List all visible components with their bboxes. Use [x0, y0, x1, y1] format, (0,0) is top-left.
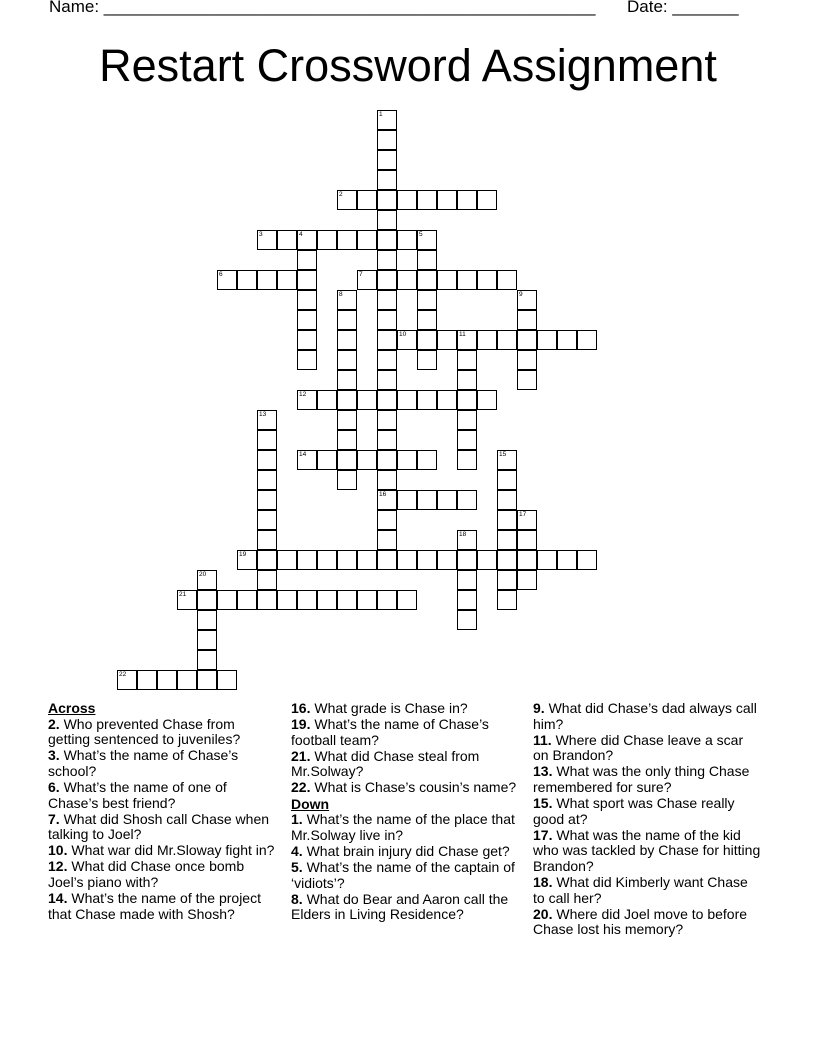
clue-number: 4	[299, 231, 303, 238]
grid-cell[interactable]	[517, 550, 537, 570]
grid-cell[interactable]	[517, 510, 537, 530]
grid-cell[interactable]	[357, 550, 377, 570]
grid-cell[interactable]	[517, 290, 537, 310]
grid-cell[interactable]	[417, 310, 437, 330]
grid-cell[interactable]	[317, 590, 337, 610]
grid-cell[interactable]	[297, 350, 317, 370]
grid-cell[interactable]	[337, 230, 357, 250]
clues-column-2	[291, 701, 519, 923]
grid-cell[interactable]	[317, 550, 337, 570]
clue-across-16: 16. What grade is Chase in?	[291, 700, 468, 716]
grid-cell[interactable]	[397, 190, 417, 210]
grid-cell[interactable]	[337, 350, 357, 370]
grid-cell[interactable]	[477, 550, 497, 570]
grid-cell[interactable]	[297, 330, 317, 350]
clue-across-10: 10. What war did Mr.Sloway fight in?	[48, 842, 275, 859]
clue-across-2: 2. Who prevented Chase from getting sentenced to juveniles?	[48, 715, 241, 748]
grid-cell[interactable]	[217, 590, 237, 610]
clue-number: 5	[419, 231, 423, 238]
grid-cell[interactable]	[337, 390, 357, 410]
grid-cell[interactable]	[197, 570, 217, 590]
grid-cell[interactable]	[577, 330, 597, 350]
clue-across-6: 6. What’s the name of one of Chase’s best friend?	[48, 778, 227, 811]
clue-number: 3	[259, 231, 263, 238]
grid-cell[interactable]	[277, 590, 297, 610]
grid-cell[interactable]	[417, 450, 437, 470]
grid-cell[interactable]	[377, 270, 397, 290]
grid-cell[interactable]	[377, 590, 397, 610]
grid-cell[interactable]	[457, 330, 477, 350]
name-line: Name: ____________________________________________________	[49, 0, 596, 16]
grid-cell[interactable]	[257, 490, 277, 510]
grid-cell[interactable]	[357, 590, 377, 610]
clue-number: 2	[339, 191, 343, 198]
grid-cell[interactable]	[257, 450, 277, 470]
grid-cell[interactable]	[577, 550, 597, 570]
grid-cell[interactable]	[377, 170, 397, 190]
grid-cell[interactable]	[477, 190, 497, 210]
grid-cell[interactable]	[497, 510, 517, 530]
grid-cell[interactable]	[417, 330, 437, 350]
clue-number: 15	[499, 451, 507, 458]
clue-across-7: 7. What did Shosh call Chase when talking to Joel?	[48, 810, 270, 843]
grid-cell[interactable]	[297, 390, 317, 410]
grid-cell[interactable]	[397, 490, 417, 510]
grid-cell[interactable]	[437, 190, 457, 210]
grid-cell[interactable]	[397, 590, 417, 610]
grid-cell[interactable]	[497, 270, 517, 290]
grid-cell[interactable]	[457, 550, 477, 570]
grid-cell[interactable]	[377, 190, 397, 210]
clues-column-3	[533, 701, 761, 938]
grid-cell[interactable]	[377, 410, 397, 430]
clue-number: 19	[239, 551, 247, 558]
grid-cell[interactable]	[257, 430, 277, 450]
grid-cell[interactable]	[377, 330, 397, 350]
grid-cell[interactable]	[137, 670, 157, 690]
grid-cell[interactable]	[377, 510, 397, 530]
grid-cell[interactable]	[337, 590, 357, 610]
grid-cell[interactable]	[497, 490, 517, 510]
grid-cell[interactable]	[337, 330, 357, 350]
grid-cell[interactable]	[377, 450, 397, 470]
grid-cell[interactable]	[497, 470, 517, 490]
grid-cell[interactable]	[497, 330, 517, 350]
grid-cell[interactable]	[277, 230, 297, 250]
grid-cell[interactable]	[257, 530, 277, 550]
grid-cell[interactable]	[537, 330, 557, 350]
clue-down-9: 9. What did Chase’s dad always call him?	[533, 700, 757, 732]
grid-cell[interactable]	[457, 530, 477, 550]
clue-down-5: 5. What’s the name of the captain of ‘vidiots’?	[291, 858, 515, 891]
grid-cell[interactable]	[377, 230, 397, 250]
grid-cell[interactable]	[477, 330, 497, 350]
grid-cell[interactable]	[337, 470, 357, 490]
clue-number: 6	[219, 271, 223, 278]
grid-cell[interactable]	[217, 670, 237, 690]
date-line: Date: _______	[627, 0, 739, 16]
grid-cell[interactable]	[537, 550, 557, 570]
clue-number: 22	[119, 671, 127, 678]
grid-cell[interactable]	[337, 290, 357, 310]
grid-cell[interactable]	[517, 310, 537, 330]
grid-cell[interactable]	[337, 190, 357, 210]
grid-cell[interactable]	[457, 370, 477, 390]
grid-cell[interactable]	[317, 450, 337, 470]
clue-down-1: 1. What’s the name of the place that Mr.Solway live in?	[291, 811, 515, 843]
grid-cell[interactable]	[257, 410, 277, 430]
grid-cell[interactable]	[257, 230, 277, 250]
grid-cell[interactable]	[377, 350, 397, 370]
grid-cell[interactable]	[417, 350, 437, 370]
grid-cell[interactable]	[517, 530, 537, 550]
grid-cell[interactable]	[357, 270, 377, 290]
grid-cell[interactable]	[297, 250, 317, 270]
grid-cell[interactable]	[497, 450, 517, 470]
grid-cell[interactable]	[457, 450, 477, 470]
grid-cell[interactable]	[297, 310, 317, 330]
clues-column-1	[48, 701, 276, 923]
grid-cell[interactable]	[397, 230, 417, 250]
clue-down-13: 13. What was the only thing Chase remembered for sure?	[533, 763, 750, 795]
grid-cell[interactable]	[337, 370, 357, 390]
grid-cell[interactable]	[237, 550, 257, 570]
grid-cell[interactable]	[157, 670, 177, 690]
clue-down-4: 4. What brain injury did Chase get?	[291, 842, 510, 859]
grid-cell[interactable]	[417, 270, 437, 290]
grid-cell[interactable]	[457, 190, 477, 210]
grid-cell[interactable]	[477, 270, 497, 290]
grid-cell[interactable]	[457, 490, 477, 510]
clue-number: 20	[199, 571, 207, 578]
grid-cell[interactable]	[317, 390, 337, 410]
grid-cell[interactable]	[257, 570, 277, 590]
grid-cell[interactable]	[377, 490, 397, 510]
grid-cell[interactable]	[397, 450, 417, 470]
clue-across-3: 3. What’s the name of Chase’s school?	[48, 747, 239, 779]
grid-cell[interactable]	[217, 270, 237, 290]
clue-down-17: 17. What was the name of the kid who was tackled by Chase for hitting Brandon?	[533, 826, 761, 874]
clue-down-18: 18. What did Kimberly want Chase to call her?	[533, 874, 748, 906]
grid-cell[interactable]	[377, 210, 397, 230]
grid-cell[interactable]	[357, 450, 377, 470]
grid-cell[interactable]	[457, 590, 477, 610]
grid-cell[interactable]	[337, 410, 357, 430]
grid-cell[interactable]	[377, 250, 397, 270]
clue-number: 21	[179, 591, 187, 598]
grid-cell[interactable]	[517, 330, 537, 350]
grid-cell[interactable]	[417, 390, 437, 410]
clue-across-21: 21. What did Chase steal from Mr.Solway?	[291, 747, 480, 780]
across-heading: Across	[48, 700, 96, 716]
grid-cell[interactable]	[497, 530, 517, 550]
grid-cell[interactable]	[297, 550, 317, 570]
grid-cell[interactable]	[457, 270, 477, 290]
grid-cell[interactable]	[337, 450, 357, 470]
grid-cell[interactable]	[197, 630, 217, 650]
grid-cell[interactable]	[377, 550, 397, 570]
clue-number: 14	[299, 451, 307, 458]
grid-cell[interactable]	[257, 510, 277, 530]
clue-across-19: 19. What’s the name of Chase’s football team?	[291, 716, 489, 748]
grid-cell[interactable]	[337, 550, 357, 570]
clue-number: 11	[459, 331, 466, 338]
grid-cell[interactable]	[437, 490, 457, 510]
grid-cell[interactable]	[457, 390, 477, 410]
down-heading: Down	[291, 795, 330, 812]
grid-cell[interactable]	[197, 590, 217, 610]
grid-cell[interactable]	[457, 410, 477, 430]
grid-cell[interactable]	[397, 330, 417, 350]
clue-number: 1	[379, 111, 383, 118]
clue-across-12: 12. What did Chase once bomb Joel’s piano with?	[48, 858, 245, 891]
grid-cell[interactable]	[457, 430, 477, 450]
grid-cell[interactable]	[317, 230, 337, 250]
grid-cell[interactable]	[117, 670, 137, 690]
grid-cell[interactable]	[377, 150, 397, 170]
grid-cell[interactable]	[257, 470, 277, 490]
grid-cell[interactable]	[177, 590, 197, 610]
grid-cell[interactable]	[497, 570, 517, 590]
clue-down-11: 11. Where did Chase leave a scar on Brandon?	[533, 731, 744, 764]
grid-cell[interactable]	[297, 290, 317, 310]
grid-cell[interactable]	[397, 550, 417, 570]
grid-cell[interactable]	[277, 550, 297, 570]
grid-cell[interactable]	[297, 450, 317, 470]
grid-cell[interactable]	[377, 470, 397, 490]
clue-number: 13	[259, 411, 267, 418]
grid-cell[interactable]	[497, 550, 517, 570]
clue-down-15: 15. What sport was Chase really good at?	[533, 795, 735, 827]
grid-cell[interactable]	[357, 390, 377, 410]
grid-cell[interactable]	[417, 550, 437, 570]
grid-cell[interactable]	[297, 270, 317, 290]
clue-number: 7	[359, 271, 363, 278]
grid-cell[interactable]	[517, 570, 537, 590]
grid-cell[interactable]	[417, 250, 437, 270]
clue-down-8: 8. What do Bear and Aaron call the Elders in Living Residence?	[291, 890, 509, 923]
clue-across-22: 22. What is Chase’s cousin’s name?	[291, 779, 517, 796]
grid-cell[interactable]	[397, 270, 417, 290]
grid-cell[interactable]	[297, 230, 317, 250]
clue-number: 16	[379, 491, 387, 498]
grid-cell[interactable]	[457, 350, 477, 370]
grid-cell[interactable]	[457, 570, 477, 590]
clue-number: 17	[519, 511, 527, 518]
grid-cell[interactable]	[377, 430, 397, 450]
grid-cell[interactable]	[437, 390, 457, 410]
grid-cell[interactable]	[557, 330, 577, 350]
grid-cell[interactable]	[377, 310, 397, 330]
grid-cell[interactable]	[417, 290, 437, 310]
grid-cell[interactable]	[417, 230, 437, 250]
clue-number: 8	[339, 291, 343, 298]
page-title: Restart Crossword Assignment	[99, 40, 717, 91]
grid-cell[interactable]	[277, 270, 297, 290]
grid-cell[interactable]	[457, 610, 477, 630]
clue-down-20: 20. Where did Joel move to before Chase lost his memory?	[533, 905, 748, 938]
grid-cell[interactable]	[377, 530, 397, 550]
clue-number: 18	[459, 531, 467, 538]
grid-cell[interactable]	[517, 350, 537, 370]
grid-cell[interactable]	[337, 310, 357, 330]
grid-cell[interactable]	[337, 430, 357, 450]
clue-number: 9	[519, 291, 523, 298]
grid-cell[interactable]	[357, 190, 377, 210]
grid-cell[interactable]	[417, 490, 437, 510]
grid-cell[interactable]	[237, 270, 257, 290]
grid-cell[interactable]	[377, 290, 397, 310]
grid-cell[interactable]	[297, 590, 317, 610]
grid-cell[interactable]	[497, 590, 517, 610]
grid-cell[interactable]	[377, 370, 397, 390]
grid-cell[interactable]	[177, 670, 197, 690]
grid-cell[interactable]	[557, 550, 577, 570]
grid-cell[interactable]	[257, 270, 277, 290]
grid-cell[interactable]	[377, 130, 397, 150]
grid-cell[interactable]	[197, 650, 217, 670]
grid-cell[interactable]	[437, 550, 457, 570]
clue-number: 12	[299, 391, 307, 398]
grid-cell[interactable]	[237, 590, 257, 610]
grid-cell[interactable]	[477, 390, 497, 410]
grid-cell[interactable]	[417, 190, 437, 210]
grid-cell[interactable]	[197, 610, 217, 630]
grid-cell[interactable]	[257, 590, 277, 610]
clue-across-14: 14. What’s the name of the project that Chase made with Shosh?	[48, 890, 261, 922]
grid-cell[interactable]	[357, 230, 377, 250]
grid-cell[interactable]	[437, 330, 457, 350]
grid-cell[interactable]	[517, 370, 537, 390]
grid-cell[interactable]	[197, 670, 217, 690]
grid-cell[interactable]	[257, 550, 277, 570]
grid-cell[interactable]	[437, 270, 457, 290]
grid-cell[interactable]	[377, 110, 397, 130]
clue-number: 10	[399, 331, 407, 338]
grid-cell[interactable]	[397, 390, 417, 410]
grid-cell[interactable]	[377, 390, 397, 410]
